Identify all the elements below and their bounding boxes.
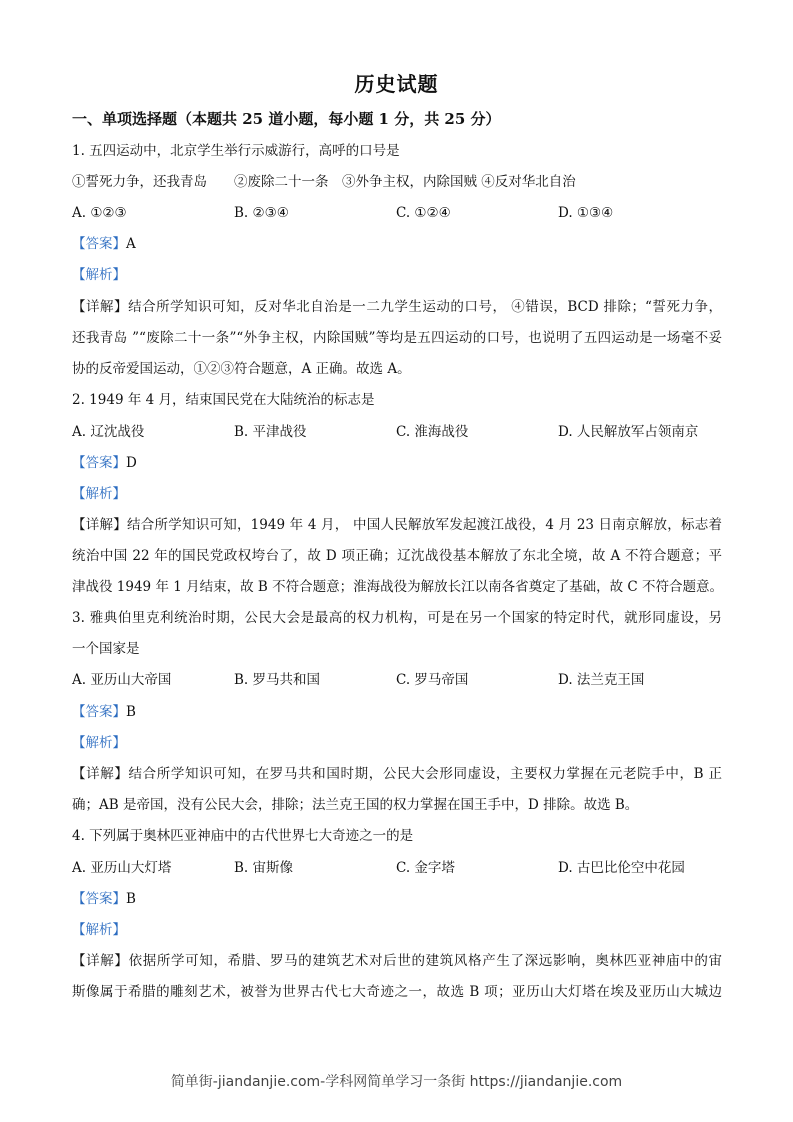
q1-detail-line: 协的反帝爱国运动，①②③符合题意，A 正确。故选 A。 [72,361,411,377]
answer-value: A [126,236,136,252]
q1-items: ①誓死力争，还我青岛 ②废除二十一条 ③外争主权，内除国贼 ④反对华北自治 [72,174,576,190]
q1-option-b: B. ②③④ [234,205,289,221]
q3-stem-line: 3. 雅典伯里克利统治时期，公民大会是最高的权力机构，可是在另一个国家的特定时代，就形同虚设，另 [72,610,722,626]
q1-option-a: A. ①②③ [72,205,127,221]
q1-answer [72,235,136,253]
q1-detail-line [72,298,722,316]
q4-detail-line: 斯像属于希腊的雕刻艺术，被誉为世界古代七大奇迹之一，故选 B 项；亚历山大灯塔在埃及亚历山大城边 [72,984,722,1000]
q4-stem: 4. 下列属于奥林匹亚神庙中的古代世界七大奇迹之一的是 [72,828,414,844]
q2-option-d: D. 人民解放军占领南京 [558,424,699,440]
q1-detail-line: 还我青岛 ”“废除二十一条”“外争主权，内除国贼”等均是五四运动的口号，也说明了五四运动是一场毫不妥 [72,330,722,346]
answer-value: B [126,704,136,720]
q1-stem: 1. 五四运动中，北京学生举行示威游行，高呼的口号是 [72,143,400,159]
q3-option-d: D. 法兰克王国 [558,672,645,688]
detail-tag: 【详解】 [72,517,127,533]
detail-tag: 【详解】 [72,766,129,782]
q3-option-b: B. 罗马共和国 [234,672,321,688]
q2-detail-line: 津战役 1949 年 1 月结束，故 B 不符合题意；淮海战役为解放长江以南各省奠定了基础，故 C 不符合题意。 [72,579,724,595]
q4-option-a: A. 亚历山大灯塔 [72,860,172,876]
q2-answer [72,454,137,472]
page-footer: 简单街-jiandanjie.com-学科网简单学习一条街 https://jiandanjie.com [170,1074,623,1090]
q2-stem: 2. 1949 年 4 月，结束国民党在大陆统治的标志是 [72,392,375,408]
page-title: 历史试题 [354,72,439,96]
q4-analysis-tag: 【解析】 [72,922,126,938]
q1-option-d: D. ①③④ [558,205,614,221]
answer-tag: 【答案】 [72,236,126,252]
q2-analysis-tag: 【解析】 [72,486,126,502]
q4-option-d: D. 古巴比伦空中花园 [558,860,685,876]
detail-text: 结合所学知识可知，1949 年 4 月， 中国人民解放军发起渡江战役，4 月 23 日南京解放，标志着 [126,517,722,533]
q4-detail-line [72,952,722,970]
detail-tag: 【详解】 [72,299,129,315]
q3-analysis-tag: 【解析】 [72,735,126,751]
q2-option-b: B. 平津战役 [234,424,307,440]
answer-tag: 【答案】 [72,891,126,907]
answer-tag: 【答案】 [72,704,126,720]
q3-detail-line: 确；AB 是帝国，没有公民大会，排除；法兰克王国的权力掌握在国王手中，D 排除。故选 B。 [72,797,639,813]
answer-value: B [126,891,136,907]
q3-option-c: C. 罗马帝国 [396,672,469,688]
detail-tag: 【详解】 [72,953,129,969]
q2-detail-line [72,516,722,534]
q2-option-c: C. 淮海战役 [396,424,469,440]
q2-option-a: A. 辽沈战役 [72,424,145,440]
detail-text: 依据所学可知，希腊、罗马的建筑艺术对后世的建筑风格产生了深远影响，奥林匹亚神庙中的宙 [128,953,722,969]
q4-option-b: B. 宙斯像 [234,860,294,876]
q4-answer [72,890,136,908]
q3-option-a: A. 亚历山大帝国 [72,672,172,688]
q3-detail-line [72,765,722,783]
section-heading: 一、单项选择题（本题共 25 道小题，每小题 1 分，共 25 分） [72,110,501,128]
q1-analysis-tag: 【解析】 [72,267,126,283]
q3-answer [72,703,136,721]
q1-option-c: C. ①②④ [396,205,451,221]
q3-stem-line: 一个国家是 [72,641,140,657]
detail-text: 结合所学知识可知，反对华北自治是一二九学生运动的口号， ④错误，BCD 排除；“誓死力争， [128,299,722,315]
answer-tag: 【答案】 [72,455,126,471]
q4-option-c: C. 金字塔 [396,860,455,876]
detail-text: 结合所学知识可知，在罗马共和国时期，公民大会形同虚设，主要权力掌握在元老院手中，B 正 [128,766,722,782]
q2-detail-line: 统治中国 22 年的国民党政权垮台了，故 D 项正确；辽沈战役基本解放了东北全境，故 A 不符合题意；平 [72,548,722,564]
answer-value: D [126,455,137,471]
